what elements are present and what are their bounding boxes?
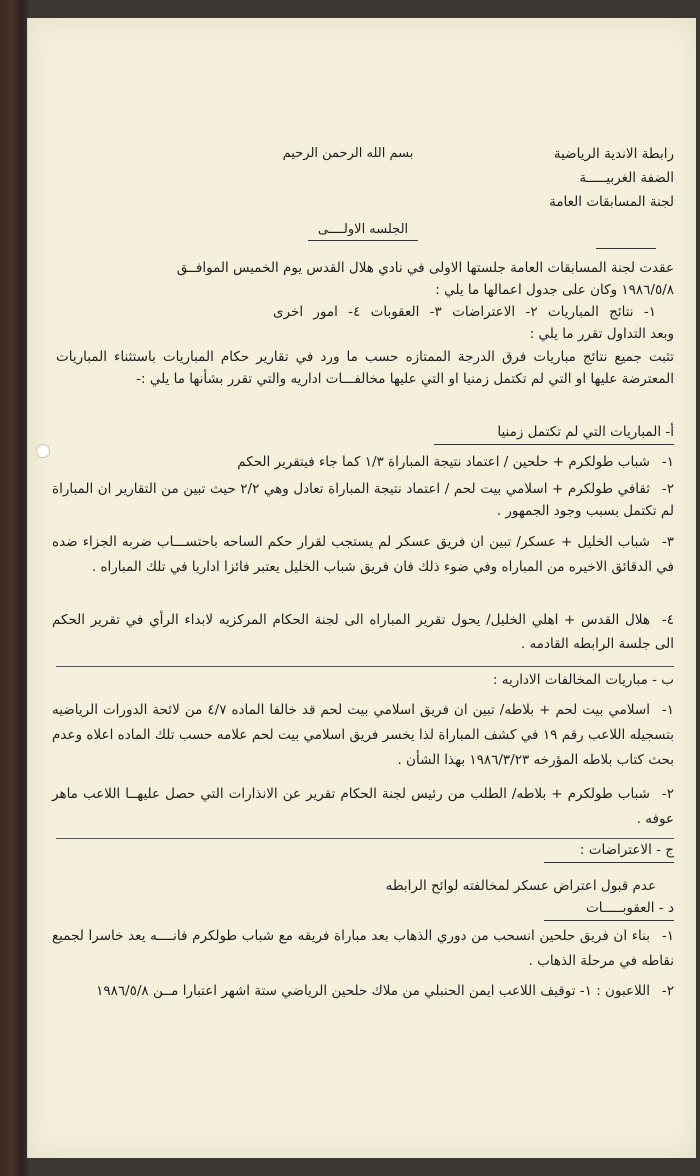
section-divider xyxy=(56,666,674,667)
section-d-title xyxy=(544,898,674,921)
item-number: ٢- xyxy=(661,481,674,497)
section-a-title-text: أ- المباريات التي لم تكتمل زمنيا xyxy=(497,424,674,440)
header-rule xyxy=(596,248,656,249)
list-item xyxy=(52,608,674,656)
item-text: شباب طولكرم + بلاطه/ الطلب من رئيس لجنة الحكام تقرير عن الانذارات التي حصل عليهــا اللاعب ماهر عوفه . xyxy=(52,786,674,827)
org-line-1: رابطة الاندية الرياضية xyxy=(553,146,674,162)
section-c-title xyxy=(544,840,674,863)
section-c-text: عدم قبول اعتراض عسكر لمخالفته لوائح الرابطه xyxy=(385,878,656,894)
item-text: بناء ان فريق حلحين انسحب من دوري الذهاب بعد مباراة فريقه مع شباب طولكرم فانــــه يعد خاسرا لجميع نقاطه في مرحلة الذهاب . xyxy=(52,928,674,969)
item-number: ١- xyxy=(661,454,674,470)
list-item xyxy=(52,978,674,1004)
intro-paragraph-4: تثبت جميع نتائج مباريات فرق الدرجة الممتازه حسب ما ورد في تقارير حكام المباريات باستثناء المباريات المعترضة عليها او التي لم تكتمل زمنيا او التي عليها مخالفـــات اداريه والتي تقرر بشأنها ما يلي :- xyxy=(56,349,674,387)
list-item xyxy=(52,478,674,522)
list-item xyxy=(52,452,674,473)
section-c-title-text: ج - الاعتراضات : xyxy=(579,842,674,858)
document-page xyxy=(27,18,696,1158)
item-number: ٤- xyxy=(661,612,674,628)
organization-header xyxy=(494,142,674,214)
section-d-title-text: د - العقوبـــــات xyxy=(585,900,674,916)
item-number: ٢- xyxy=(661,983,674,999)
org-line-3: لجنة المسابقات العامة xyxy=(549,194,674,210)
list-item xyxy=(52,924,674,974)
item-number: ١- xyxy=(661,702,674,718)
section-divider xyxy=(56,838,674,839)
basmala: بسم الله الرحمن الرحيم xyxy=(282,146,414,161)
intro-paragraph-3: وبعد التداول تقرر ما يلي : xyxy=(529,326,674,342)
item-text: شباب طولكرم + حلحين / اعتماد نتيجة المباراة ١/٣ كما جاء فيتقرير الحكم xyxy=(237,454,650,470)
session-title: الجلسه الاولــــى xyxy=(308,220,418,241)
section-c-underline xyxy=(544,862,674,863)
list-item xyxy=(52,530,674,580)
section-b-title-text: ب - مباريات المخالفات الاداريه : xyxy=(492,672,674,688)
section-b-title xyxy=(434,670,674,690)
item-number: ٣- xyxy=(661,534,674,550)
intro-paragraph-1: عقدت لجنة المسابقات العامة جلستها الاولى في نادي هلال القدس يوم الخميس الموافــق xyxy=(176,260,674,276)
section-a-title xyxy=(434,422,674,445)
section-d-underline xyxy=(544,920,674,921)
item-text: شباب الخليل + عسكر/ تبين ان فريق عسكر لم يستجب لقرار حكم الساحه باحتســـاب ضربه الجزاء ضده في الدقائق الاخيره من المباراه وفي ضوء ذلك فان فريق شباب الخليل يعتبر فائزا اداريا في تلك المباراه . xyxy=(52,534,674,575)
item-text: اللاعبون : ١- توقيف اللاعب ايمن الحنبلي من ملاك حلحين الرياضي ستة اشهر اعتبارا مــن ١٩٨٦/٥/٨ xyxy=(96,983,650,999)
punch-hole xyxy=(36,444,50,458)
list-item xyxy=(52,782,674,832)
section-a-underline xyxy=(434,444,674,445)
item-number: ٢- xyxy=(661,786,674,802)
item-number: ١- xyxy=(661,928,674,944)
list-item xyxy=(52,698,674,773)
agenda-list: ١- نتائج المباريات ٢- الاعتراضات ٣- العقوبات ٤- امور اخرى xyxy=(273,304,656,320)
intro-paragraph-2: ١٩٨٦/٥/٨ وكان على جدول اعمالها ما يلي : xyxy=(435,282,674,298)
org-line-2: الضفة الغربيـــــة xyxy=(579,170,674,186)
item-text: اسلامي بيت لحم + بلاطه/ تبين ان فريق اسلامي بيت لحم قد خالفا الماده ٤/٧ من لائحة الدورات الرياضيه بتسجيله اللاعب رقم ١٩ في كشف المباراة لذا يخسر فريق اسلامي بيت لحم علامه حسب تلك الماده اعلاه وعدم بحث كتاب بلاطه المؤرخه ١٩٨٦/٣/٢٣ بهذا الشأن . xyxy=(52,702,674,768)
item-text: ثقافي طولكرم + اسلامي بيت لحم / اعتماد نتيجة المباراة تعادل وهي ٢/٢ حيث تبين من التقارير ان المباراة لم تكتمل بسبب وجود الجمهور . xyxy=(52,481,674,519)
item-text: هلال القدس + اهلي الخليل/ يحول تقرير المباراه الى لجنة الحكام المركزيه لابداء الرأي في تقرير الحكم الى جلسة الرابطه القادمه . xyxy=(52,612,674,652)
